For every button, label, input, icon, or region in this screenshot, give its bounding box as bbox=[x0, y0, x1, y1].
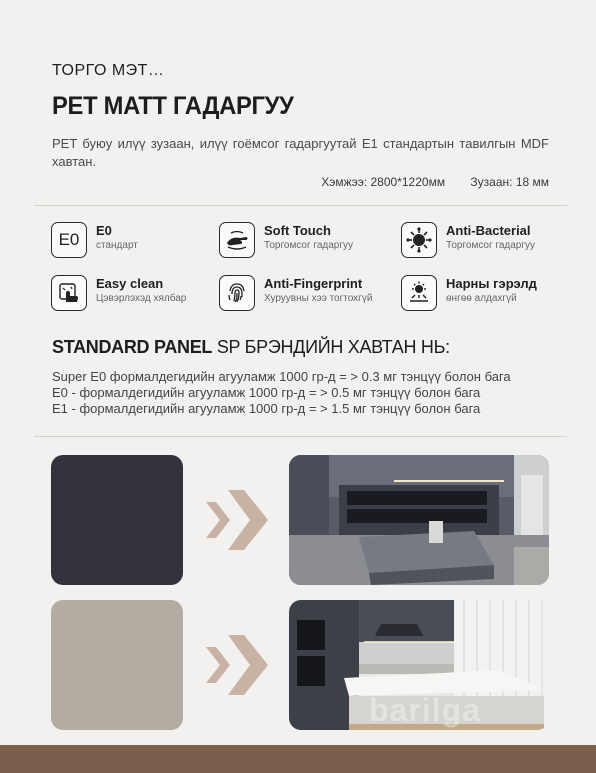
feature-sub: Торгомсог гадаргуу bbox=[264, 240, 354, 251]
feature-e0 bbox=[51, 222, 138, 258]
hand-wipe-icon bbox=[51, 275, 87, 311]
feature-name: Anti-Fingerprint bbox=[264, 276, 363, 291]
kitchen-photo-greige bbox=[289, 600, 549, 730]
standard-heading-bold: STANDARD PANEL bbox=[52, 337, 213, 357]
feature-anti-fingerprint bbox=[219, 275, 372, 311]
feature-sub: стандарт bbox=[96, 240, 138, 251]
divider bbox=[34, 205, 567, 206]
feature-anti-bacterial bbox=[401, 222, 535, 258]
feature-easy-clean bbox=[51, 275, 186, 311]
feature-name: E0 bbox=[96, 223, 112, 238]
dimensions bbox=[321, 175, 549, 189]
feature-name: Easy clean bbox=[96, 276, 164, 291]
feature-name: Soft Touch bbox=[264, 223, 331, 238]
feature-sub: Торгомсог гадаргуу bbox=[446, 240, 536, 251]
fingerprint-icon bbox=[219, 275, 255, 311]
standard-heading bbox=[52, 337, 450, 358]
feature-sub: өнгөө алдахгүй bbox=[446, 293, 517, 304]
watermark: barilga bbox=[369, 692, 481, 728]
divider bbox=[34, 436, 567, 437]
kitchen-photo-dark bbox=[289, 455, 549, 585]
footer-bar bbox=[0, 745, 596, 773]
thickness-text: Зузаан: 18 мм bbox=[470, 175, 549, 189]
feature-soft-touch bbox=[219, 222, 353, 258]
page-title: PET MATT ГАДАРГУУ bbox=[52, 92, 294, 120]
standard-line: E1 - формалдегидийн агууламж 1000 гр-д = > 1.5 мг тэнцүү болон бага bbox=[52, 401, 481, 416]
feature-sub: Цэвэрлэхэд хялбар bbox=[96, 293, 187, 304]
feature-name: Anti-Bacterial bbox=[446, 223, 531, 238]
description: PET буюу илүү зузаан, илүү гоёмсог гадаргуутай E1 стандартын тавилгын MDF хавтан. bbox=[52, 136, 549, 169]
swatch-greige bbox=[51, 600, 183, 730]
standard-heading-rest: SP БРЭНДИЙН ХАВТАН НЬ: bbox=[216, 337, 450, 357]
feature-sub: Хуруувны хээ тогтохгүй bbox=[264, 293, 373, 304]
chevron-right-icon bbox=[206, 635, 268, 695]
feature-name: Нарны гэрэлд bbox=[446, 276, 537, 291]
eyebrow: ТОРГО МЭТ… bbox=[52, 62, 165, 79]
hand-touch-icon bbox=[219, 222, 255, 258]
standard-line: Super E0 формалдегидийн агууламж 1000 гр-д = > 0.3 мг тэнцүү болон бага bbox=[52, 369, 511, 384]
size-text: Хэмжээ: 2800*1220мм bbox=[321, 175, 446, 189]
sun-icon bbox=[401, 275, 437, 311]
chevron-right-icon bbox=[206, 490, 268, 550]
standard-lines bbox=[52, 369, 511, 417]
e0-badge-icon: E0 bbox=[51, 222, 87, 258]
standard-line: E0 - формалдегидийн агууламж 1000 гр-д = > 0.5 мг тэнцүү болон бага bbox=[52, 385, 481, 400]
feature-sun bbox=[401, 275, 537, 311]
virus-icon bbox=[401, 222, 437, 258]
swatch-dark bbox=[51, 455, 183, 585]
